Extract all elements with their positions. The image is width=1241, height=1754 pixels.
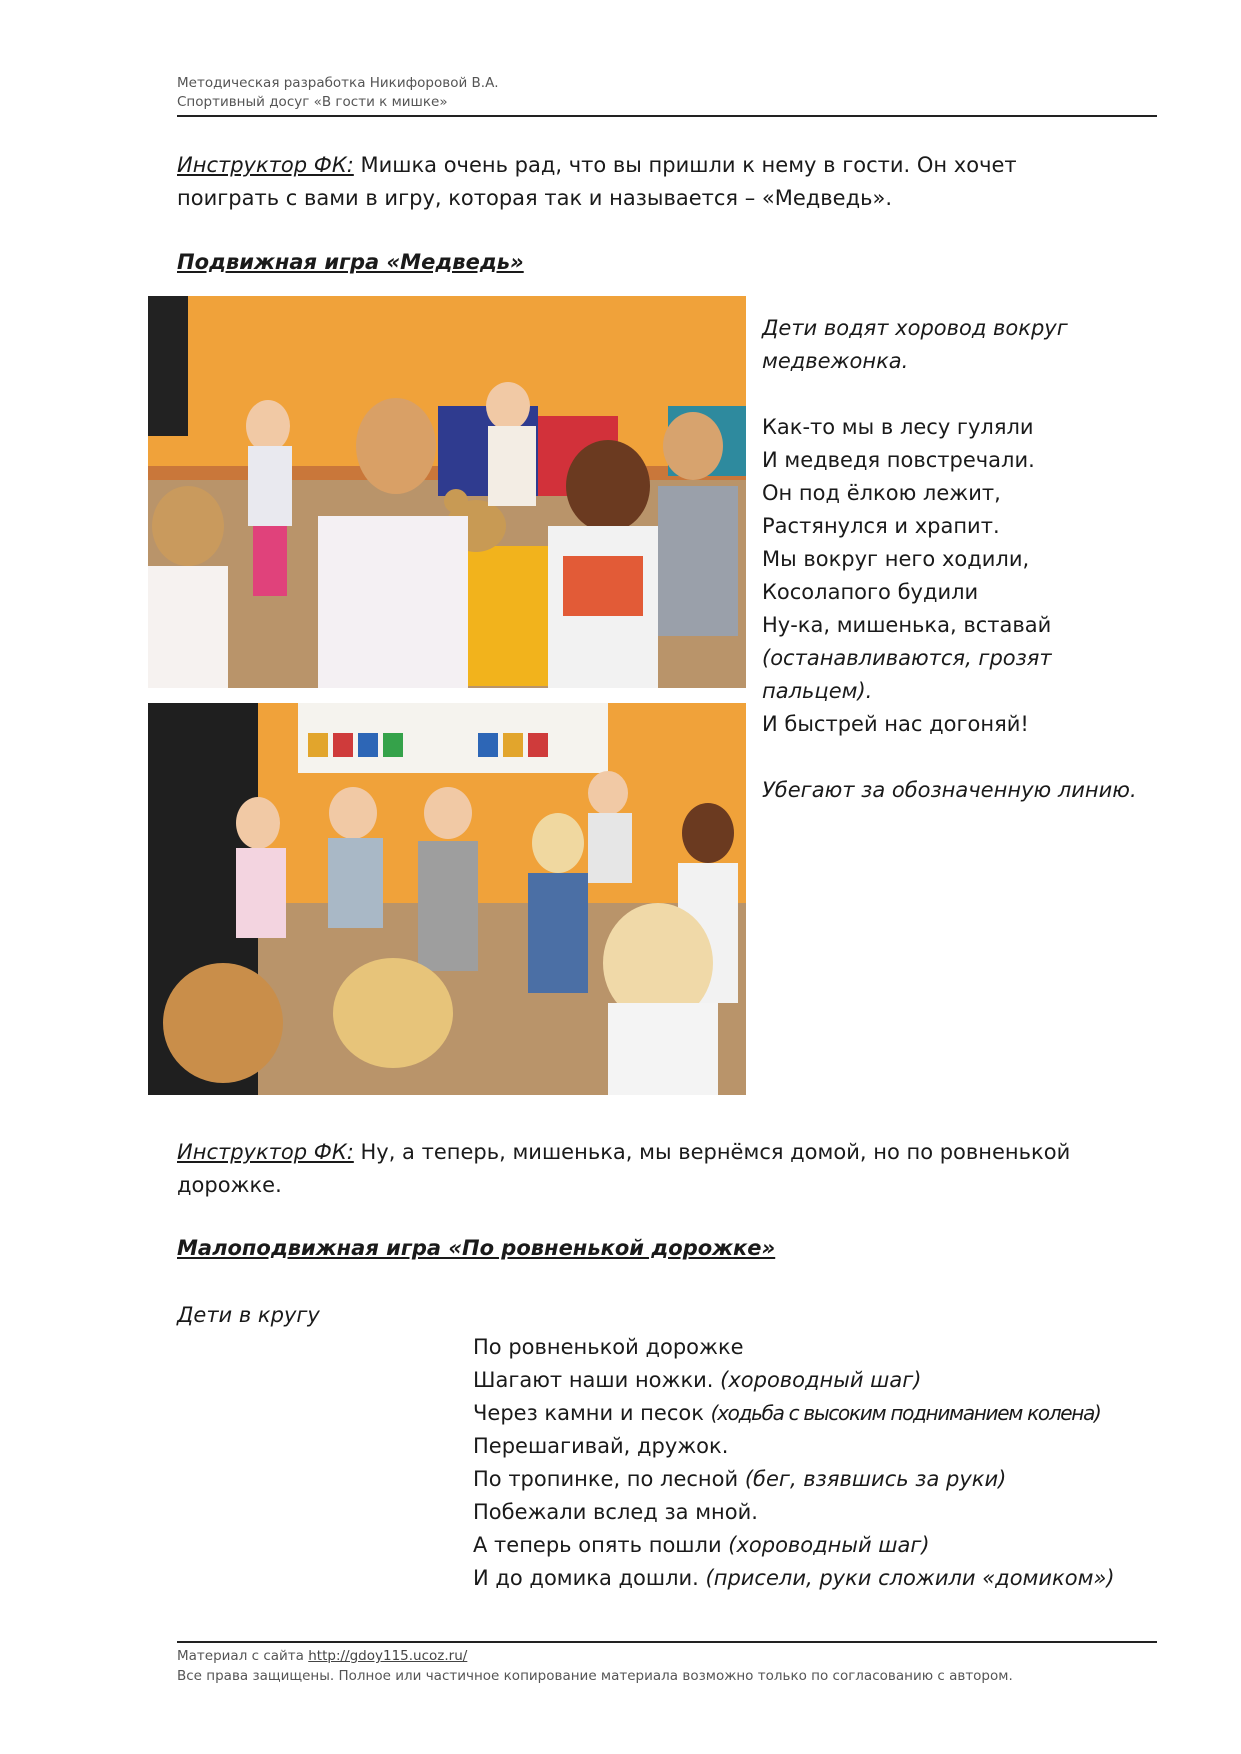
verse-line: Он под ёлкою лежит, <box>762 481 1001 505</box>
verse2-text: По тропинке, по лесной <box>473 1467 745 1491</box>
game2-intro: Дети в кругу <box>177 1303 320 1327</box>
footer-source-prefix: Материал с сайта <box>177 1648 309 1664</box>
verse2-line <box>473 1430 1153 1463</box>
verse-action-note: (останавливаются, грозят пальцем). <box>762 646 1052 703</box>
verse2-line <box>473 1496 1153 1529</box>
verse-line: И медведя повстречали. <box>762 448 1035 472</box>
verse2-note: (присели, руки сложили «домиком») <box>705 1566 1115 1590</box>
verse2-text: А теперь опять пошли <box>473 1533 729 1557</box>
verse2-line <box>473 1463 1153 1496</box>
intro-paragraph <box>177 149 1077 215</box>
header-title: Спортивный досуг «В гости к мишке» <box>177 94 448 110</box>
footer-source-link[interactable]: http://gdoy115.ucoz.ru/ <box>308 1648 468 1664</box>
verse2-note: (ходьба с высоким подниманием колена) <box>710 1401 1101 1425</box>
page-header <box>177 74 1157 112</box>
intro-speaker-label: Инструктор ФК: <box>177 153 354 177</box>
verse-line: Ну-ка, мишенька, вставай <box>762 613 1052 637</box>
verse2-text: И до домика дошли. <box>473 1566 706 1590</box>
verse2-text: Шагают наши ножки. <box>473 1368 721 1392</box>
game1-stage-note: Дети водят хоровод вокруг медвежонка. <box>762 316 1068 373</box>
header-divider <box>177 115 1157 117</box>
verse2-text: По ровненькой дорожке <box>473 1335 744 1359</box>
verse2-text: Перешагивай, дружок. <box>473 1434 729 1458</box>
photo-children-circle-illustration <box>148 296 746 688</box>
verse2-line <box>473 1331 1153 1364</box>
verse-line: Косолапого будили <box>762 580 979 604</box>
footer-divider <box>177 1641 1157 1643</box>
footer-source <box>177 1646 1013 1666</box>
game1-text-column <box>762 312 1142 807</box>
photo-children-circle <box>148 296 746 688</box>
photo-children-group <box>148 703 746 1095</box>
verse2-line <box>473 1562 1153 1595</box>
instructor2-paragraph <box>177 1136 1157 1202</box>
verse2-note: (бег, взявшись за руки) <box>744 1467 1007 1491</box>
page-footer <box>177 1646 1013 1686</box>
verse2-note: (хороводный шаг) <box>720 1368 922 1392</box>
verse-line: Растянулся и храпит. <box>762 514 1000 538</box>
footer-rights: Все права защищены. Полное или частичное копирование материала возможно только по согласованию с автором. <box>177 1668 1013 1684</box>
photo-children-group-illustration <box>148 703 746 1095</box>
game2-verse <box>473 1331 1153 1595</box>
verse2-note: (хороводный шаг) <box>728 1533 930 1557</box>
game1-heading: Подвижная игра «Медведь» <box>177 250 524 274</box>
verse2-line <box>473 1364 1153 1397</box>
instructor2-speaker-label: Инструктор ФК: <box>177 1140 354 1164</box>
verse2-text: Через камни и песок <box>473 1401 711 1425</box>
verse2-line <box>473 1529 1153 1562</box>
verse-line: Мы вокруг него ходили, <box>762 547 1030 571</box>
intro-text: Мишка очень рад, что вы пришли к нему в гости. Он хочет поиграть с вами в игру, которая так и называется – «Медведь». <box>177 153 1017 210</box>
verse2-text: Побежали вслед за мной. <box>473 1500 758 1524</box>
game1-final-note: Убегают за обозначенную линию. <box>762 778 1137 802</box>
verse-line: Как-то мы в лесу гуляли <box>762 415 1034 439</box>
verse2-line <box>473 1397 1153 1430</box>
game2-heading: Малоподвижная игра «По ровненькой дорожке» <box>177 1236 776 1260</box>
instructor2-text: Ну, а теперь, мишенька, мы вернёмся домой, но по ровненькой дорожке. <box>177 1140 1071 1197</box>
header-author: Методическая разработка Никифоровой В.А. <box>177 75 499 91</box>
verse-line-last: И быстрей нас догоняй! <box>762 712 1029 736</box>
